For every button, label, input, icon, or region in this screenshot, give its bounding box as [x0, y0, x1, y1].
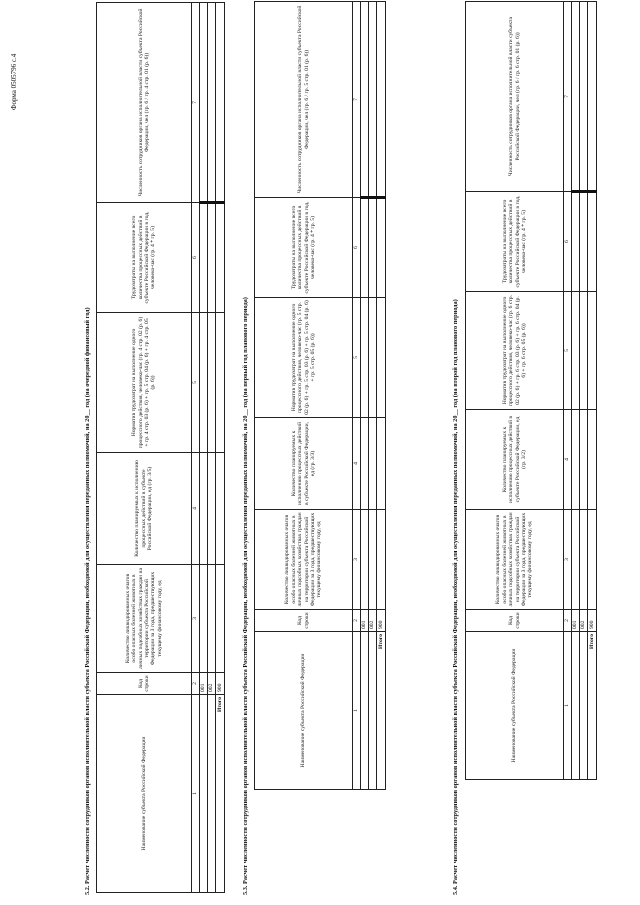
header-col3: Количество ликвидированных очагов особо опасных болезней животных в личных подсобных хозяйствах граждан на территории субъекта Российской Федерации за 3 года, предшествующих текущему финансовому году, ед: [97, 565, 192, 673]
calc-table: [465, 1, 597, 780]
colnum: 7: [564, 2, 572, 192]
colnum: 4: [192, 453, 200, 565]
header-col6: Трудозатраты на выполнение всего количества процессных действий в субъекте Российской Федерации в год, человеко-час (гр. 4 * гр. 5): [466, 192, 564, 292]
colnum: 1: [564, 632, 572, 780]
cell[interactable]: [216, 203, 225, 313]
row-code: 001: [572, 610, 580, 632]
cell[interactable]: [208, 453, 216, 565]
header-name: Наименование субъекта Российской Федерации: [466, 632, 564, 780]
header-col4: Количество планируемых к исполнению процессных действий в субъекте Российской Федерации, ед (гр. 3/2): [466, 410, 564, 510]
cell[interactable]: [588, 510, 597, 610]
header-col3: Количество ликвидированных очагов особо опасных болезней животных в личных подсобных хозяйствах граждан на территории субъекта Российской Федерации за 3 года, предшествующих текущему финансовому году, ед: [255, 510, 353, 610]
colnum: 3: [192, 565, 200, 673]
colnum: 5: [192, 313, 200, 453]
header-col7: Численность сотрудников органа исполнительной власти субъекта Российской Федерации, чел (гр. 6 / гр. 4 стр. 01 (р. 6)): [97, 3, 192, 203]
cell[interactable]: [377, 298, 386, 418]
cell[interactable]: [369, 198, 377, 298]
cell[interactable]: [572, 632, 580, 780]
header-col6: Трудозатраты на выполнение всего количества процессных действий в субъекте Российской Федерации в год, человеко-час (гр. 4 * гр. 5): [255, 198, 353, 298]
colnum: 6: [192, 203, 200, 313]
itogo-label: Итого: [377, 632, 386, 790]
cell[interactable]: [361, 298, 369, 418]
cell[interactable]: [369, 418, 377, 510]
cell[interactable]: [580, 510, 588, 610]
cell[interactable]: [377, 418, 386, 510]
header-col4: Количество планируемых к исполнению процессных действий в субъекте Российской Федерации, ед (гр. 3/3): [255, 418, 353, 510]
header-name: Наименование субъекта Российской Федерации: [97, 695, 192, 893]
row-code: 002: [580, 610, 588, 632]
cell[interactable]: [588, 410, 597, 510]
row-code: 001: [361, 610, 369, 632]
cell[interactable]: [377, 198, 386, 298]
cell[interactable]: [200, 3, 208, 203]
colnum: 2: [564, 610, 572, 632]
itogo-code: 900: [216, 673, 225, 695]
cell[interactable]: [377, 510, 386, 610]
cell[interactable]: [369, 298, 377, 418]
itogo-label: Итого: [216, 695, 225, 893]
colnum: 2: [353, 610, 361, 632]
cell[interactable]: [572, 192, 580, 292]
itogo-label: Итого: [588, 632, 597, 780]
colnum: 6: [564, 192, 572, 292]
cell[interactable]: [208, 695, 216, 893]
header-col5: Норматив трудозатрат на выполнение одного процессного действия, человеко-час (гр. 4 стр. 02 (р. 6) + гр. 4 стр. 03 (р. 6) + гр. 5 стр. 04 (р. 6) + гр. 4 стр. 05 (р. 6)): [97, 313, 192, 453]
cell[interactable]: [588, 2, 597, 192]
section-title: 5.2. Расчет численности сотрудников органов исполнительной власти субъекта Российской Федерации, необходимой для осуществления переданных полномочий, на 20__ год (на очередной финансовый год): [84, 307, 91, 895]
header-code: Код строки: [255, 610, 353, 632]
cell[interactable]: [580, 2, 588, 192]
cell[interactable]: [369, 510, 377, 610]
header-code: Код строки: [466, 610, 564, 632]
header-code: Код строки: [97, 673, 192, 695]
cell[interactable]: [200, 695, 208, 893]
cell[interactable]: [377, 2, 386, 198]
header-col6: Трудозатраты на выполнение всего количества процессных действий в субъекте Российской Федерации в год, человеко-час (гр. 4 * гр. 5): [97, 203, 192, 313]
header-col4: Количество планируемых к исполнению процессных действий в субъекте Российской Федерации, ед (гр. 3/5): [97, 453, 192, 565]
cell[interactable]: [361, 632, 369, 790]
cell[interactable]: [588, 192, 597, 292]
header-col7: Численность сотрудников органа исполнительной власти субъекта Российской Федерации, чел (гр. 6 / гр. 5 стр. 01 (р. 6)): [255, 2, 353, 198]
row-code: 001: [200, 673, 208, 695]
cell[interactable]: [361, 2, 369, 198]
colnum: 1: [353, 632, 361, 790]
cell[interactable]: [200, 203, 208, 313]
section-title: 5.4. Расчет численности сотрудников органов исполнительной власти субъекта Российской Федерации, необходимой для осуществления переданных полномочий, на 20__ год (на второй год планового периода): [452, 299, 459, 895]
cell[interactable]: [200, 313, 208, 453]
cell[interactable]: [200, 565, 208, 673]
cell[interactable]: [588, 292, 597, 410]
header-name: Наименование субъекта Российской Федерации: [255, 632, 353, 790]
cell[interactable]: [572, 510, 580, 610]
cell[interactable]: [216, 3, 225, 203]
cell[interactable]: [200, 453, 208, 565]
cell[interactable]: [208, 203, 216, 313]
row-code: 002: [369, 610, 377, 632]
cell[interactable]: [572, 2, 580, 192]
colnum: 7: [353, 2, 361, 198]
colnum: 4: [564, 410, 572, 510]
colnum: 2: [192, 673, 200, 695]
cell[interactable]: [580, 632, 588, 780]
header-col5: Норматив трудозатрат на выполнение одного процессного действия, человеко-час (гр. 5 стр. 02 (р. 6) + гр. 5 стр. 03 (р. 6) + гр. 5 стр. 04 (р. 6) + гр. 5 стр. 05 (р. 6)): [255, 298, 353, 418]
cell[interactable]: [369, 632, 377, 790]
cell[interactable]: [216, 313, 225, 453]
colnum: 1: [192, 695, 200, 893]
cell[interactable]: [361, 198, 369, 298]
section-title: 5.3. Расчет численности сотрудников органов исполнительной власти субъекта Российской Федерации, необходимой для осуществления переданных полномочий, на 20__ год (на первый год планового периода): [242, 297, 249, 895]
cell[interactable]: [361, 510, 369, 610]
cell[interactable]: [572, 410, 580, 510]
cell[interactable]: [580, 192, 588, 292]
cell[interactable]: [208, 313, 216, 453]
cell[interactable]: [580, 292, 588, 410]
header-col5: Норматив трудозатрат на выполнение одного процессного действия, человеко-час (гр. 6 стр. 02 (р. 6) + гр. 6 стр. 03 (р. 6) + гр. 6 стр. 04 (р. 6) + гр. 6 стр. 05 (р. 6)): [466, 292, 564, 410]
calc-table: [96, 2, 225, 893]
cell[interactable]: [369, 2, 377, 198]
colnum: 3: [564, 510, 572, 610]
form-code: Форма 0505796 с.4: [10, 53, 18, 110]
cell[interactable]: [572, 292, 580, 410]
cell[interactable]: [361, 418, 369, 510]
cell[interactable]: [208, 565, 216, 673]
cell[interactable]: [216, 453, 225, 565]
itogo-code: 900: [588, 610, 597, 632]
cell[interactable]: [208, 3, 216, 203]
cell[interactable]: [216, 565, 225, 673]
colnum: 5: [353, 298, 361, 418]
row-code: 002: [208, 673, 216, 695]
cell[interactable]: [580, 410, 588, 510]
colnum: 3: [353, 510, 361, 610]
itogo-code: 900: [377, 610, 386, 632]
colnum: 7: [192, 3, 200, 203]
header-col3: Количество ликвидированных очагов особо опасных болезней животных в личных подсобных хозяйствах граждан на территории субъекта Российской Федерации за 3 года, предшествующих текущему финансовому году, ед: [466, 510, 564, 610]
colnum: 4: [353, 418, 361, 510]
header-col7: Численность сотрудников органа исполнительной власти субъекта Российской Федерации, чел (гр. 6 / гр. 6 стр. 01 (р. 6)): [466, 2, 564, 192]
colnum: 6: [353, 198, 361, 298]
calc-table: [254, 1, 386, 790]
colnum: 5: [564, 292, 572, 410]
